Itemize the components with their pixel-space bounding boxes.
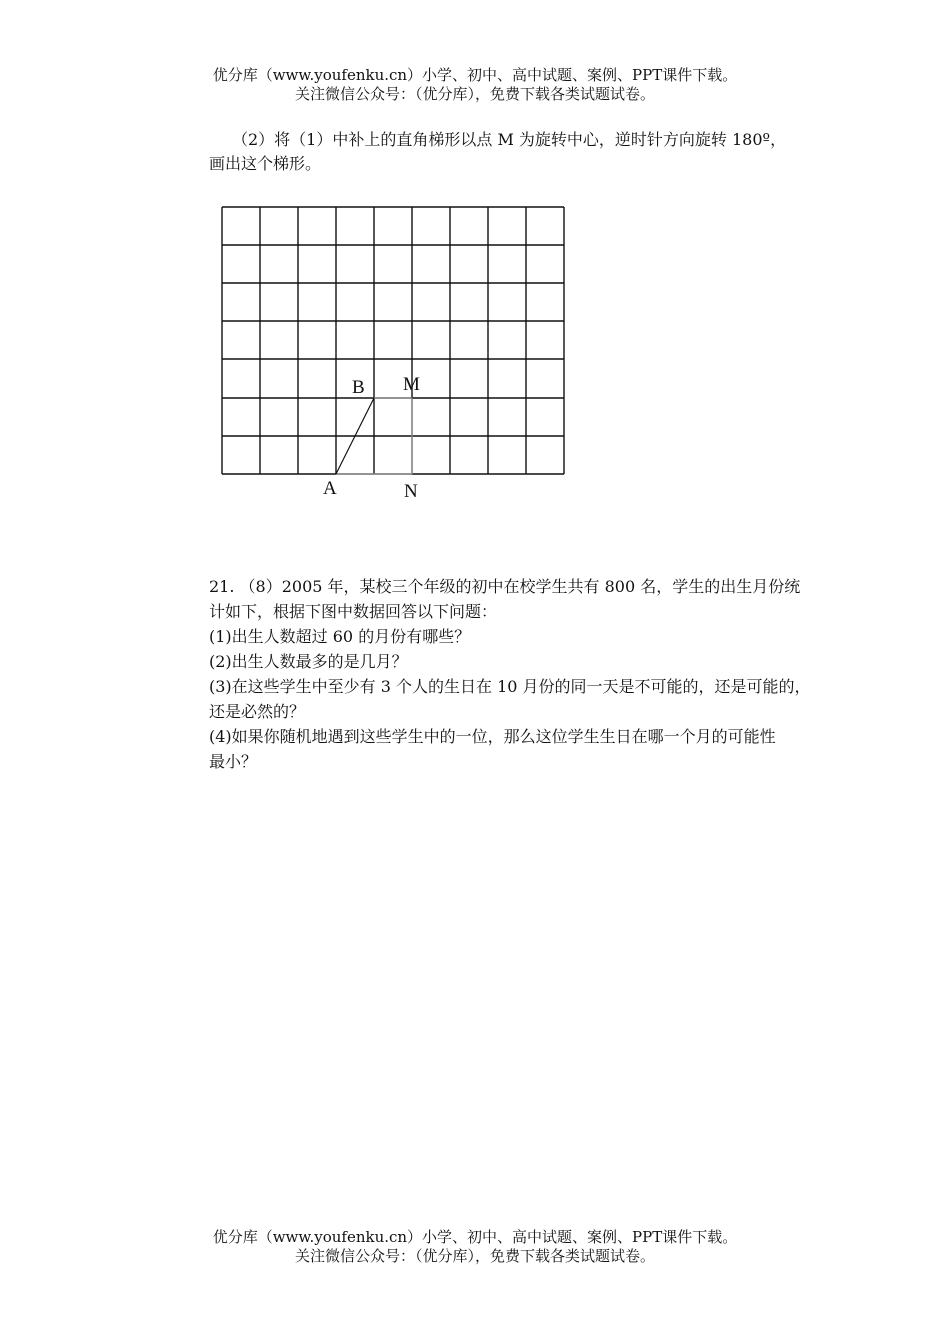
q20-part2-line-1: （2）将（1）中补上的直角梯形以点 M 为旋转中心，逆时针方向旋转 180º， — [232, 130, 787, 149]
q20-part2-line-2: 画出这个梯形。 — [209, 154, 322, 173]
page-footer — [0, 1228, 950, 1266]
grid-figure — [210, 195, 580, 505]
q21-line-6: 还是必然的？ — [209, 702, 306, 721]
q21-line-2: 计如下，根据下图中数据回答以下问题： — [209, 602, 498, 621]
page-header — [0, 66, 950, 104]
label-m: M — [403, 374, 420, 395]
q21-line-8: 最小？ — [209, 752, 258, 771]
label-b: B — [352, 377, 365, 398]
label-n: N — [404, 481, 418, 502]
q21-line-3: (1)出生人数超过 60 的月份有哪些？ — [209, 627, 471, 646]
label-a: A — [323, 478, 337, 499]
header-line-1: 优分库（www.youfenku.cn）小学、初中、高中试题、案例、PPT课件下载。 — [212, 66, 738, 84]
q21-line-7: (4)如果你随机地遇到这些学生中的一位，那么这位学生生日在哪一个月的可能性 — [209, 727, 776, 746]
footer-line-2: 关注微信公众号：（优分库），免费下载各类试题试卷。 — [294, 1247, 655, 1265]
footer-line-1: 优分库（www.youfenku.cn）小学、初中、高中试题、案例、PPT课件下载。 — [212, 1228, 738, 1246]
q21-line-4: (2)出生人数最多的是几月？ — [209, 652, 408, 671]
grid-lines — [222, 207, 564, 474]
q21-line-1: 21. （8）2005 年，某校三个年级的初中在校学生共有 800 名，学生的出生月份统 — [209, 577, 801, 596]
header-line-2: 关注微信公众号：（优分库），免费下载各类试题试卷。 — [294, 85, 655, 103]
q21-line-5: (3)在这些学生中至少有 3 个人的生日在 10 月份的同一天是不可能的，还是可能的， — [209, 677, 811, 696]
